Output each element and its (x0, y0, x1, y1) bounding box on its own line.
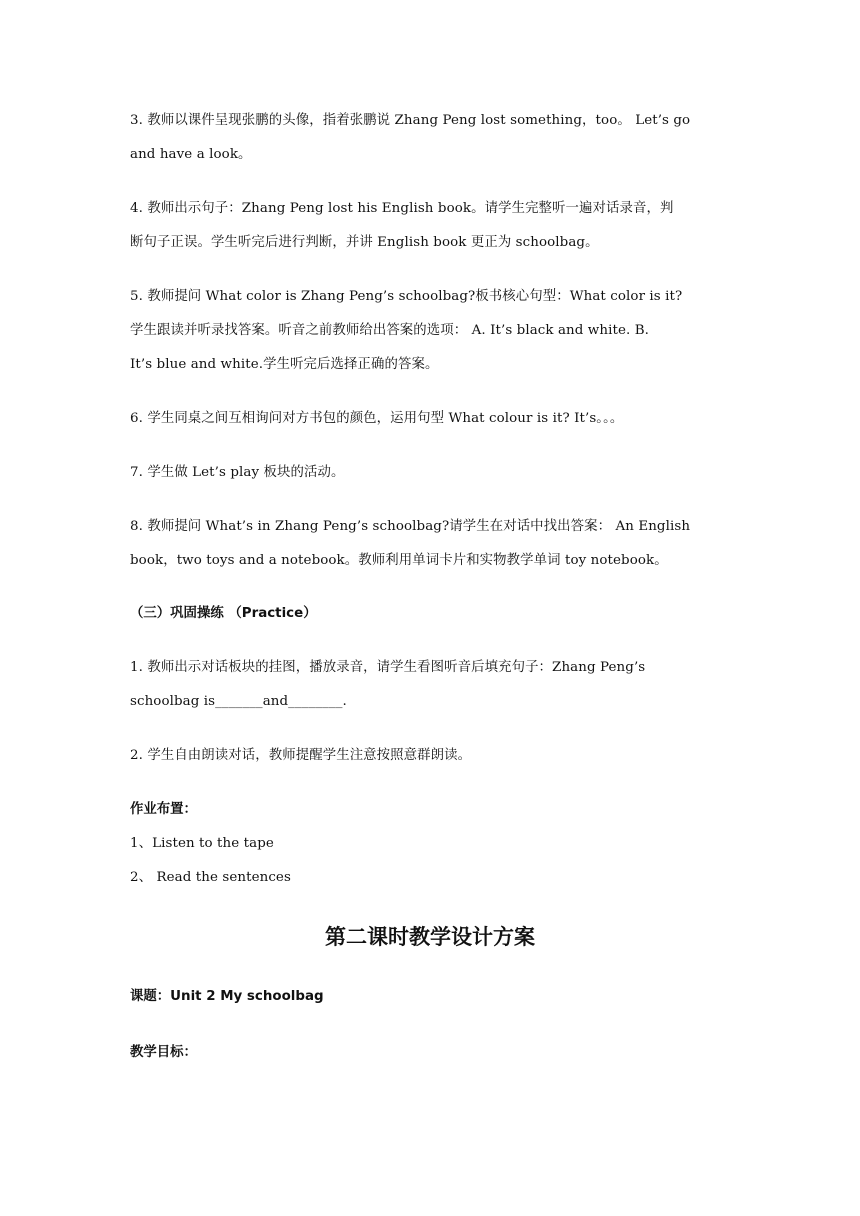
text-line: 学生跟读并听录找答案。听音之前教师给出答案的选项： A. It’s black and white. B. (130, 323, 649, 338)
homework-list (130, 827, 734, 895)
text-line: 5. 教师提问 What color is Zhang Peng’s schoolbag?板书核心句型：What color is it? (130, 289, 683, 304)
practice-item-1 (130, 651, 734, 719)
homework-item: 2、 Read the sentences (130, 870, 291, 885)
text-line: 7. 学生做 Let’s play 板块的活动。 (130, 465, 345, 480)
text-line: and have a look。 (130, 147, 252, 162)
text-line: 4. 教师出示句子：Zhang Peng lost his English book。请学生完整听一遍对话录音，判 (130, 201, 674, 216)
homework-heading: 作业布置： (130, 802, 197, 817)
homework-item: 1、Listen to the tape (130, 836, 274, 851)
paragraph-step-3 (130, 104, 734, 172)
paragraph-step-4 (130, 192, 734, 260)
lesson-topic: 课题：Unit 2 My schoolbag (130, 989, 324, 1004)
text-line: 6. 学生同桌之间互相询问对方书包的颜色，运用句型 What colour is it? It’s。。。 (130, 411, 624, 426)
practice-item-2 (130, 739, 734, 773)
text-line: 8. 教师提问 What’s in Zhang Peng’s schoolbag?请学生在对话中找出答案： An English (130, 519, 691, 534)
practice-heading: （三）巩固操练 （Practice） (130, 606, 317, 621)
text-line: 断句子正误。学生听完后进行判断，并讲 English book 更正为 schoolbag。 (130, 235, 599, 250)
objectives-heading: 教学目标： (130, 1045, 197, 1060)
text-line: 3. 教师以课件呈现张鹏的头像，指着张鹏说 Zhang Peng lost something，too。 Let’s go (130, 113, 691, 128)
paragraph-step-5 (130, 280, 734, 382)
text-line: schoolbag is_______and________. (130, 694, 347, 709)
text-line: It’s blue and white.学生听完后选择正确的答案。 (130, 357, 439, 372)
text-line: 1. 教师出示对话板块的挂图，播放录音，请学生看图听音后填充句子：Zhang Peng’s (130, 660, 646, 675)
text-line: 2. 学生自由朗读对话，教师提醒学生注意按照意群朗读。 (130, 748, 472, 763)
paragraph-step-7 (130, 456, 734, 490)
paragraph-step-6 (130, 402, 734, 436)
paragraph-step-8 (130, 510, 734, 578)
text-line: book，two toys and a notebook。教师利用单词卡片和实物教学单词 toy notebook。 (130, 553, 668, 568)
lesson-title: 第二课时教学设计方案 (325, 925, 535, 949)
